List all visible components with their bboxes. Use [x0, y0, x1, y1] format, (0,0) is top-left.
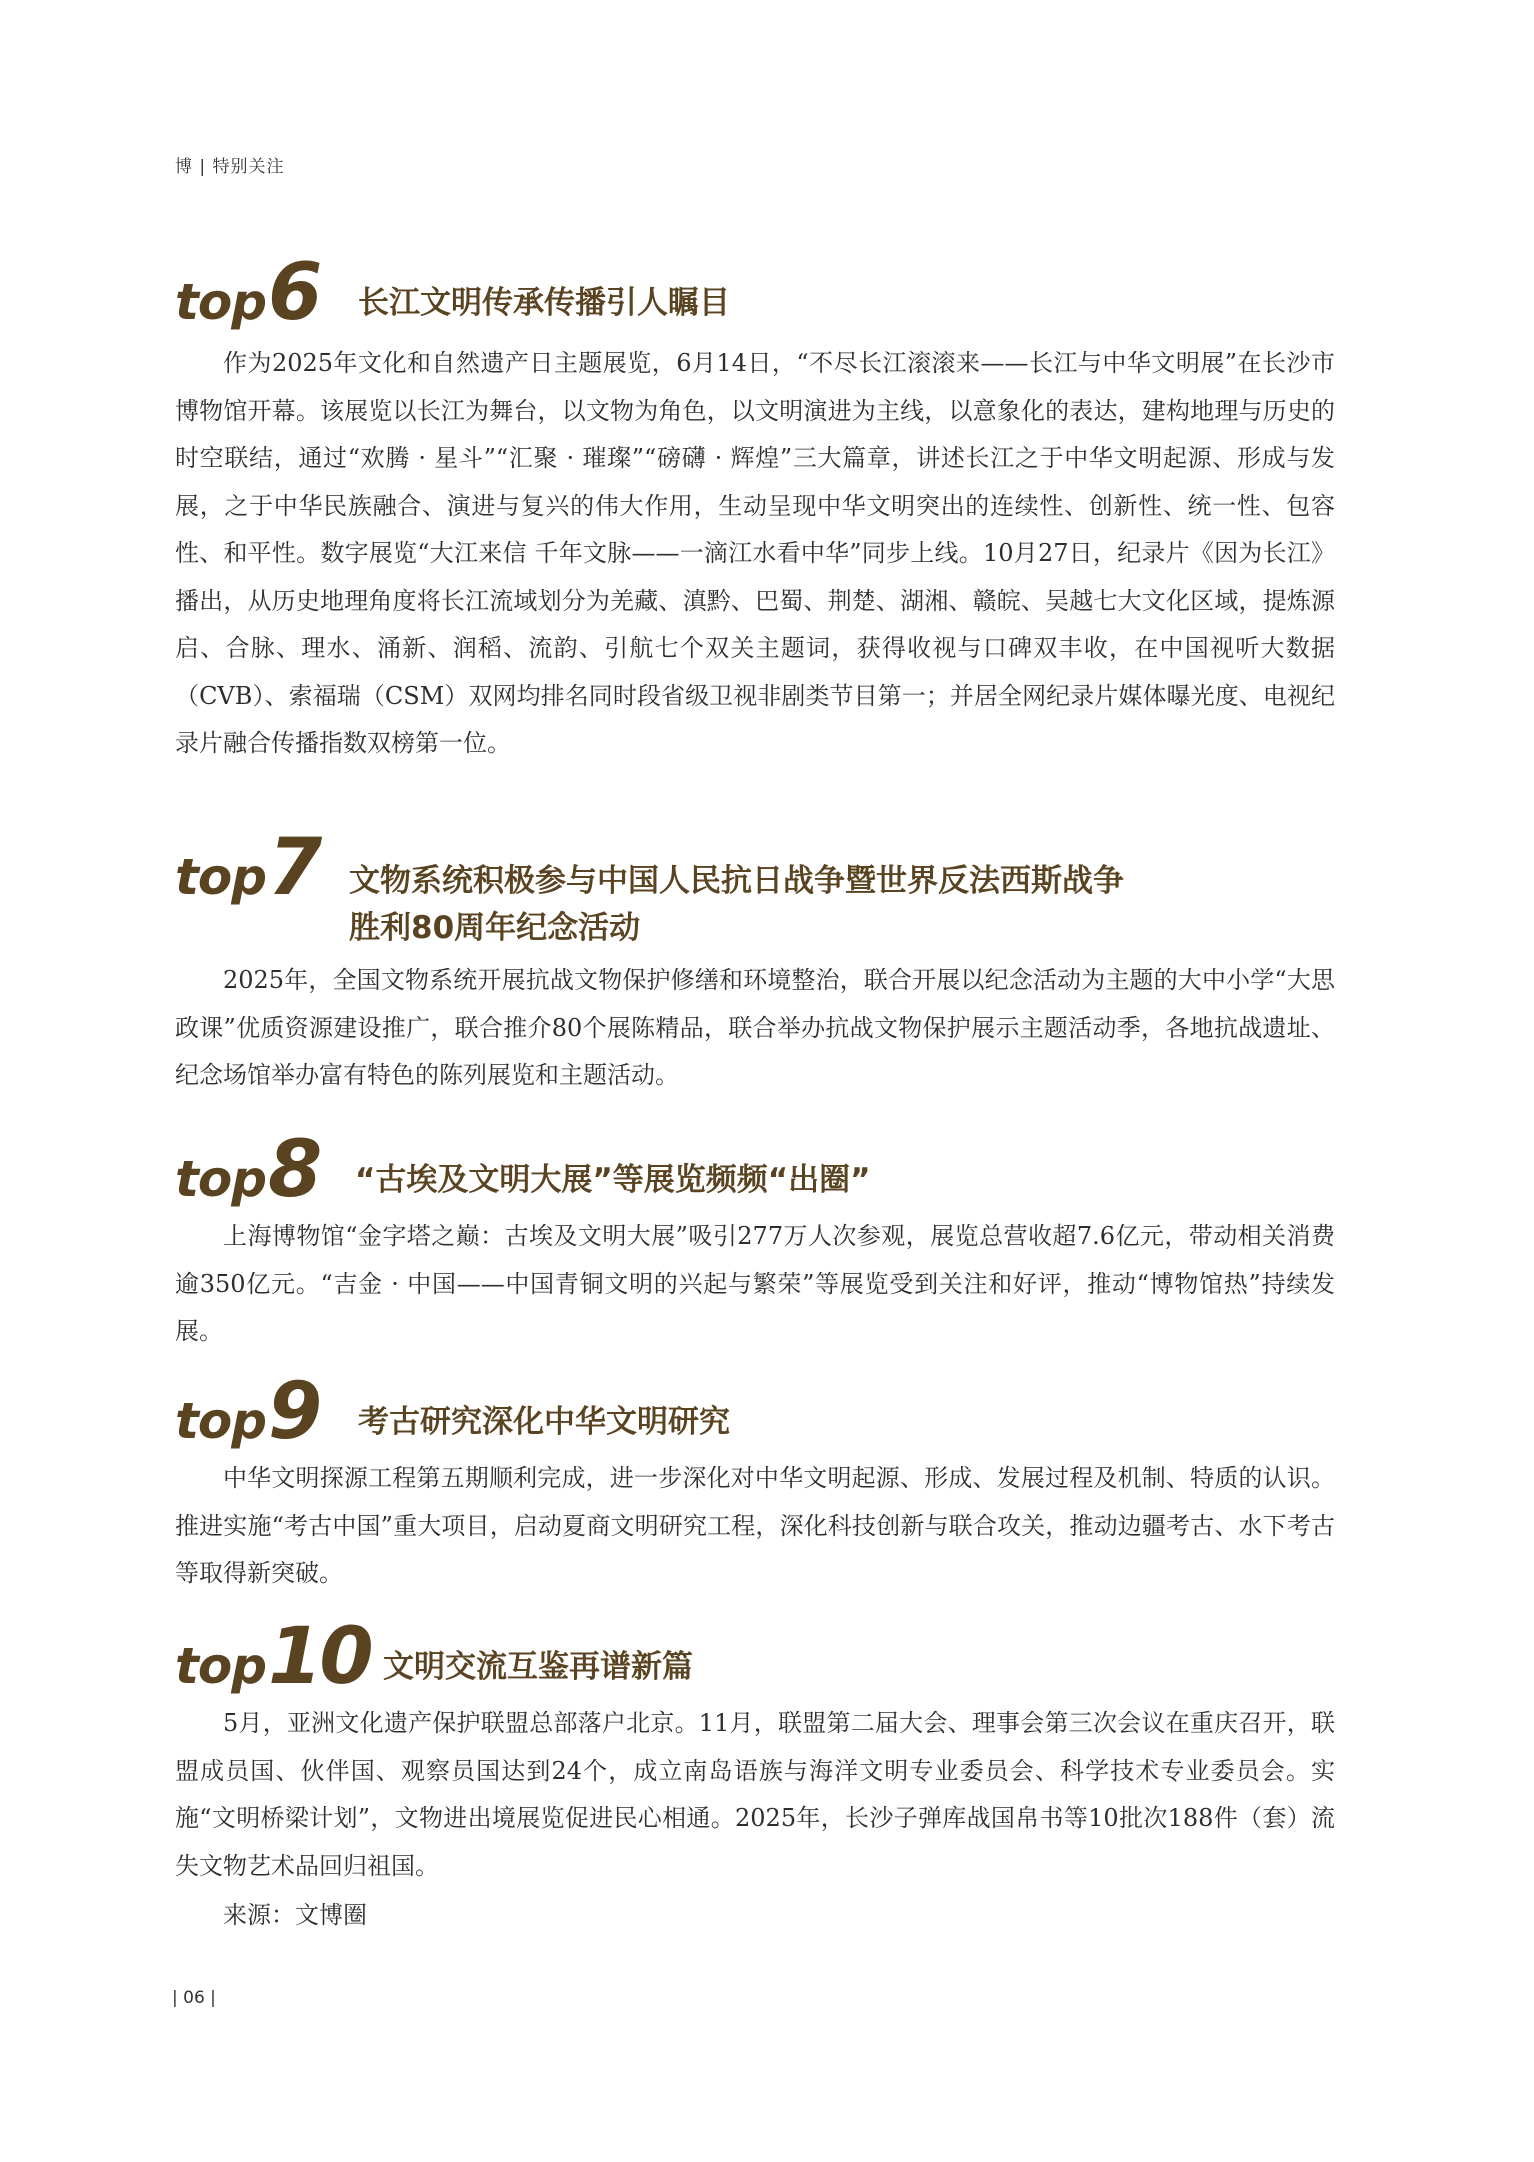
section-top9 — [175, 1367, 1335, 1598]
top-rank-badge: top10 — [175, 1612, 371, 1702]
section-title: 考古研究深化中华文明研究 — [358, 1403, 730, 1440]
section-heading — [175, 1612, 1335, 1702]
section-top6 — [175, 248, 1335, 768]
section-body: 中华文明探源工程第五期顺利完成，进一步深化对中华文明起源、形成、发展过程及机制、特质的认识。推进实施“考古中国”重大项目，启动夏商文明研究工程，深化科技创新与联合攻关，推动边疆考古、水下考古等取得新突破。 — [175, 1464, 1335, 1587]
section-title: 长江文明传承传播引人瞩目 — [358, 284, 730, 321]
section-title: “古埃及文明大展”等展览频频“出圈” — [355, 1161, 871, 1198]
running-header: 博 | 特别关注 — [175, 157, 285, 177]
section-heading — [175, 823, 1335, 953]
page-number: | 06 | — [172, 1988, 216, 2008]
section-body: 5月，亚洲文化遗产保护联盟总部落户北京。11月，联盟第二届大会、理事会第三次会议在重庆召开，联盟成员国、伙伴国、观察员国达到24个，成立南岛语族与海洋文明专业委员会、科学技术专业委员会。实施“文明桥梁计划”，文物进出境展览促进民心相通。2025年，长沙子弹库战国帛书等10批次188件（套）流失文物艺术品回归祖国。 — [175, 1709, 1335, 1880]
top-rank-badge: top7 — [175, 823, 320, 913]
section-body: 2025年，全国文物系统开展抗战文物保护修缮和环境整治，联合开展以纪念活动为主题的大中小学“大思政课”优质资源建设推广，联合推介80个展陈精品，联合举办抗战文物保护展示主题活动季，各地抗战遗址、纪念场馆举办富有特色的陈列展览和主题活动。 — [175, 966, 1335, 1089]
section-title-line2: 胜利80周年纪念活动 — [349, 909, 641, 946]
section-heading — [175, 1367, 1335, 1457]
source-credit: 来源：文博圈 — [223, 1901, 367, 1929]
section-title — [349, 858, 1124, 951]
section-heading — [175, 248, 1335, 338]
section-top7 — [175, 823, 1335, 1100]
section-title: 文明交流互鉴再谱新篇 — [383, 1648, 693, 1685]
section-title-line1: 文物系统积极参与中国人民抗日战争暨世界反法西斯战争 — [349, 863, 1124, 899]
top-rank-badge: top8 — [175, 1125, 320, 1215]
top-rank-badge: top9 — [175, 1367, 320, 1457]
section-top10 — [175, 1612, 1335, 1939]
section-top8 — [175, 1125, 1335, 1356]
section-body: 作为2025年文化和自然遗产日主题展览，6月14日，“不尽长江滚滚来——长江与中华文明展”在长沙市博物馆开幕。该展览以长江为舞台，以文物为角色，以文明演进为主线，以意象化的表达，建构地理与历史的时空联结，通过“欢腾 · 星斗”“汇聚 · 璀璨”“磅礴 · 辉煌”三大篇章，讲述长江之于中华文明起源、形成与发展，之于中华民族融合、演进与复兴的伟大作用，生动呈现中华文明突出的连续性、创新性、统一性、包容性、和平性。数字展览“大江来信 千年文脉——一滴江水看中华”同步上线。10月27日，纪录片《因为长江》播出，从历史地理角度将长江流域划分为羌藏、滇黔、巴蜀、荆楚、湖湘、赣皖、吴越七大文化区域，提炼源启、合脉、理水、涌新、润稻、流韵、引航七个双关主题词，获得收视与口碑双丰收，在中国视听大数据（CVB）、索福瑞（CSM）双网均排名同时段省级卫视非剧类节目第一；并居全网纪录片媒体曝光度、电视纪录片融合传播指数双榜第一位。 — [175, 349, 1335, 757]
top-rank-badge: top6 — [175, 248, 320, 338]
section-body: 上海博物馆“金字塔之巅：古埃及文明大展”吸引277万人次参观，展览总营收超7.6亿元，带动相关消费逾350亿元。“吉金 · 中国——中国青铜文明的兴起与繁荣”等展览受到关注和好评，推动“博物馆热”持续发展。 — [175, 1222, 1335, 1345]
section-heading — [175, 1125, 1335, 1215]
